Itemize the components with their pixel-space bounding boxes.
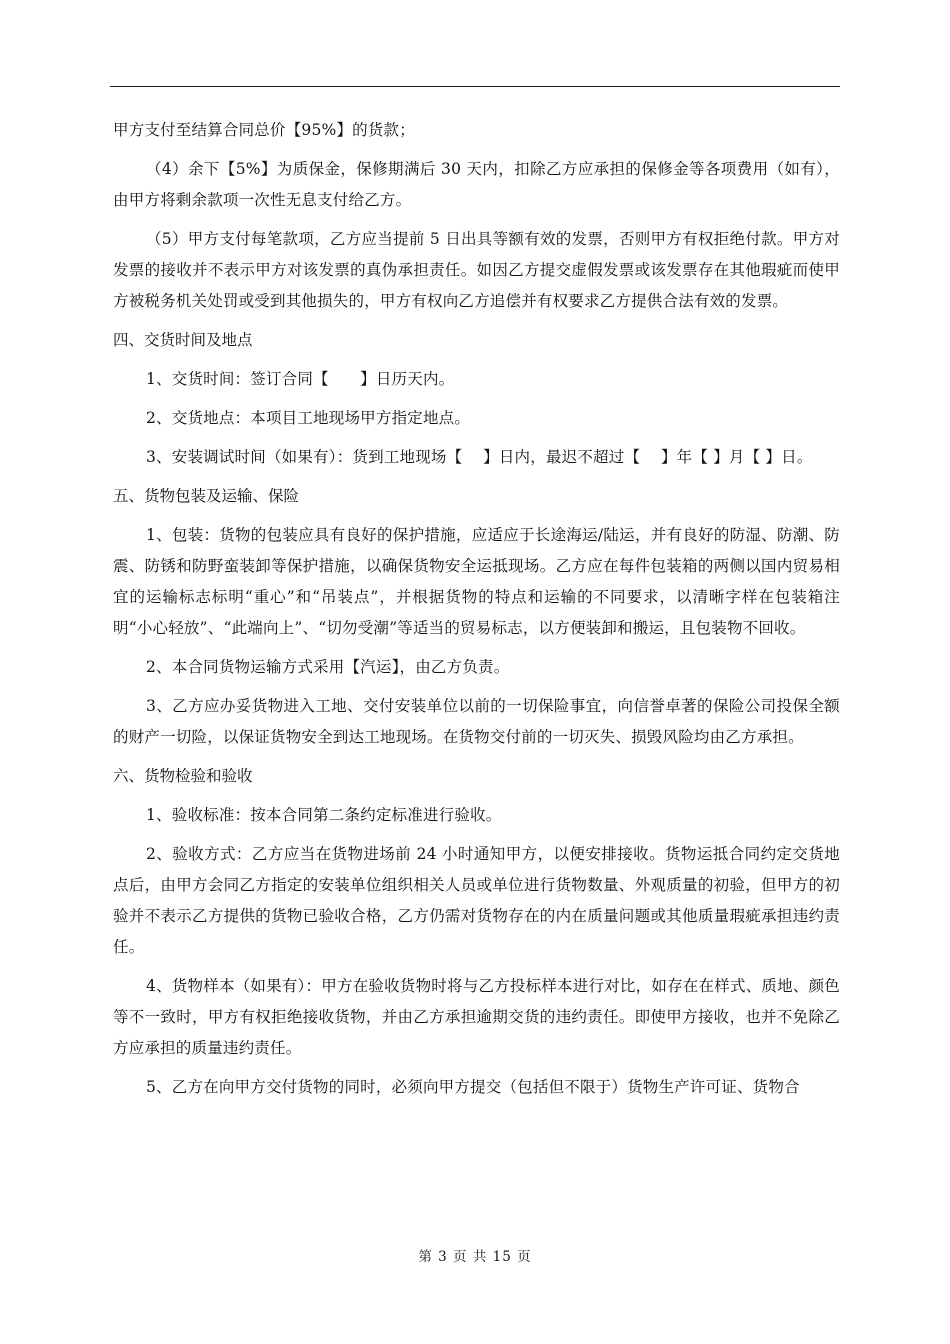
paragraph-payment-continuation: 甲方支付至结算合同总价【95%】的货款；: [113, 121, 415, 139]
section-heading-inspection: 六、货物检验和验收: [113, 767, 253, 785]
document-body: [113, 115, 840, 1111]
paragraph-delivery-time: 1、交货时间：签订合同【 】日历天内。: [146, 370, 455, 388]
paragraph-transport-mode: 2、本合同货物运输方式采用【汽运】，由乙方负责。: [146, 658, 510, 676]
section-heading-packaging: 五、货物包装及运输、保险: [113, 487, 300, 505]
paragraph-installation-time: 3、安装调试时间（如果有）：货到工地现场【 】日内，最迟不超过【 】年【 】月【 】日。: [146, 448, 813, 466]
paragraph-goods-sample: 4、货物样本（如果有）：甲方在验收货物时将与乙方投标样本进行对比，如存在在样式、质地、颜色等不一致时，甲方有权拒绝接收货物，并由乙方承担逾期交货的违约责任。即使甲方接收，也并不免除乙方应承担的质量违约责任。: [113, 977, 840, 1057]
header-rule: [110, 86, 840, 87]
paragraph-documents-submission: 5、乙方在向甲方交付货物的同时，必须向甲方提交（包括但不限于）货物生产许可证、货物合: [146, 1078, 800, 1096]
page-footer: 第 3 页 共 15 页: [418, 1249, 532, 1265]
paragraph-acceptance-standard: 1、验收标准：按本合同第二条约定标准进行验收。: [146, 806, 502, 824]
section-heading-delivery: 四、交货时间及地点: [113, 331, 253, 349]
paragraph-invoice: （5）甲方支付每笔款项，乙方应当提前 5 日出具等额有效的发票，否则甲方有权拒绝付款。甲方对发票的接收并不表示甲方对该发票的真伪承担责任。如因乙方提交虚假发票或该发票存在其他瑕疵而使甲方被税务机关处罚或受到其他损失的，甲方有权向乙方追偿并有权要求乙方提供合法有效的发票。: [113, 230, 840, 310]
paragraph-acceptance-method: 2、验收方式：乙方应当在货物进场前 24 小时通知甲方，以便安排接收。货物运抵合同约定交货地点后，由甲方会同乙方指定的安装单位组织相关人员或单位进行货物数量、外观质量的初验，但甲方的初验并不表示乙方提供的货物已验收合格，乙方仍需对货物存在的内在质量问题或其他质量瑕疵承担违约责任。: [113, 845, 840, 956]
paragraph-retention-money: （4）余下【5%】为质保金，保修期满后 30 天内，扣除乙方应承担的保修金等各项费用（如有），由甲方将剩余款项一次性无息支付给乙方。: [113, 160, 840, 209]
paragraph-insurance: 3、乙方应办妥货物进入工地、交付安装单位以前的一切保险事宜，向信誉卓著的保险公司投保全额的财产一切险，以保证货物安全到达工地现场。在货物交付前的一切灭失、损毁风险均由乙方承担。: [113, 697, 840, 746]
paragraph-delivery-location: 2、交货地点：本项目工地现场甲方指定地点。: [146, 409, 471, 427]
paragraph-packaging: 1、包装：货物的包装应具有良好的保护措施，应适应于长途海运/陆运，并有良好的防湿、防潮、防震、防锈和防野蛮装卸等保护措施，以确保货物安全运抵现场。乙方应在每件包装箱的两侧以国内贸易相宜的运输标志标明“重心”和“吊装点”，并根据货物的特点和运输的不同要求，以清晰字样在包装箱注明“小心轻放”、“此端向上”、“切勿受潮”等适当的贸易标志，以方便装卸和搬运，且包装物不回收。: [113, 526, 840, 637]
